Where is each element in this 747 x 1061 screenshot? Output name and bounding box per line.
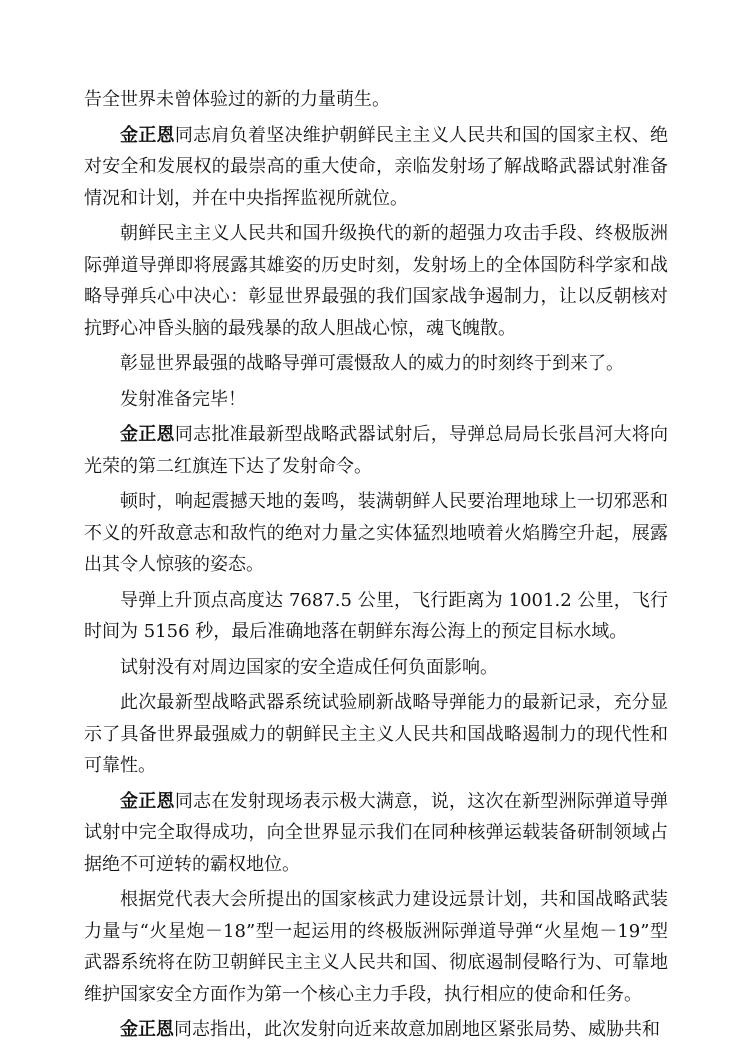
paragraph-text: 朝鲜民主主义人民共和国升级换代的新的超强力攻击手段、终极版洲际弹道导弹即将展露其雄姿的历史时刻，发射场上的全体国防科学家和战略导弹兵心中决心：彰显世界最强的我们国家战争遏制力，让以反朝核对抗野心冲昏头脑的最残暴的敌人胆战心惊，魂飞魄散。 (84, 223, 668, 339)
paragraph (84, 1014, 668, 1046)
paragraph (84, 585, 668, 648)
paragraph (84, 120, 668, 215)
paragraph-text: 同志在发射现场表示极大满意，说，这次在新型洲际弹道导弹试射中完全取得成功，向全世界显示我们在同种核弹运载装备研制领域占据绝不可逆转的霸权地位。 (84, 790, 668, 875)
leader-name: 金正恩 (120, 1019, 174, 1040)
paragraph (84, 84, 668, 116)
paragraph-text: 同志指出，此次发射向近来故意加剧地区紧张局势、威胁共和 (174, 1019, 660, 1040)
article-body (84, 84, 668, 1050)
paragraph-text: 同志肩负着坚决维护朝鲜民主主义人民共和国的国家主权、绝对安全和发展权的最崇高的重大使命，亲临发射场了解战略武器试射准备情况和计划，并在中央指挥监视所就位。 (84, 124, 668, 209)
leader-name: 金正恩 (120, 790, 175, 812)
paragraph (84, 384, 668, 416)
paragraph-text: 顿时，响起震撼天地的轰鸣，装满朝鲜人民要治理地球上一切邪恶和不义的歼敌意志和敌忾的绝对力量之实体猛烈地喷着火焰腾空升起，展露出其令人惊骇的姿态。 (84, 491, 668, 575)
paragraph-text: 根据党代表大会所提出的国家核武力建设远景计划，共和国战略武装力量与“火星炮－18”型一起运用的终极版洲际弹道导弹“火星炮－19”型武器系统将在防卫朝鲜民主主义人民共和国、彻底遏制侵略行为、可靠地维护国家安全方面作为第一个核心主力手段，执行相应的使命和任务。 (84, 889, 668, 1005)
paragraph-text: 告全世界未曾体验过的新的力量萌生。 (84, 89, 390, 110)
paragraph-text: 发射准备完毕！ (120, 388, 246, 410)
leader-name: 金正恩 (120, 424, 175, 445)
paragraph (84, 786, 668, 881)
paragraph-text: 试射没有对周边国家的安全造成任何负面影响。 (120, 656, 498, 678)
paragraph (84, 687, 668, 782)
paragraph-text: 彰显世界最强的战略导弹可震慑敌人的威力的时刻终于到来了。 (120, 353, 624, 374)
leader-name: 金正恩 (120, 124, 175, 146)
paragraph (84, 652, 668, 684)
paragraph-text: 此次最新型战略武器系统试验刷新战略导弹能力的最新记录，充分显示了具备世界最强威力的朝鲜民主主义人民共和国战略遏制力的现代性和可靠性。 (84, 692, 668, 776)
paragraph (84, 348, 668, 380)
paragraph (84, 218, 668, 344)
paragraph (84, 419, 668, 482)
paragraph-text: 同志批准最新型战略武器试射后，导弹总局局长张昌河大将向光荣的第二红旗连下达了发射命令。 (84, 424, 668, 477)
paragraph (84, 884, 668, 1010)
paragraph (84, 486, 668, 581)
paragraph-text: 导弹上升顶点高度达 7687.5 公里，飞行距离为 1001.2 公里，飞行时间为 5156 秒，最后准确地落在朝鲜东海公海上的预定目标水域。 (84, 589, 668, 642)
